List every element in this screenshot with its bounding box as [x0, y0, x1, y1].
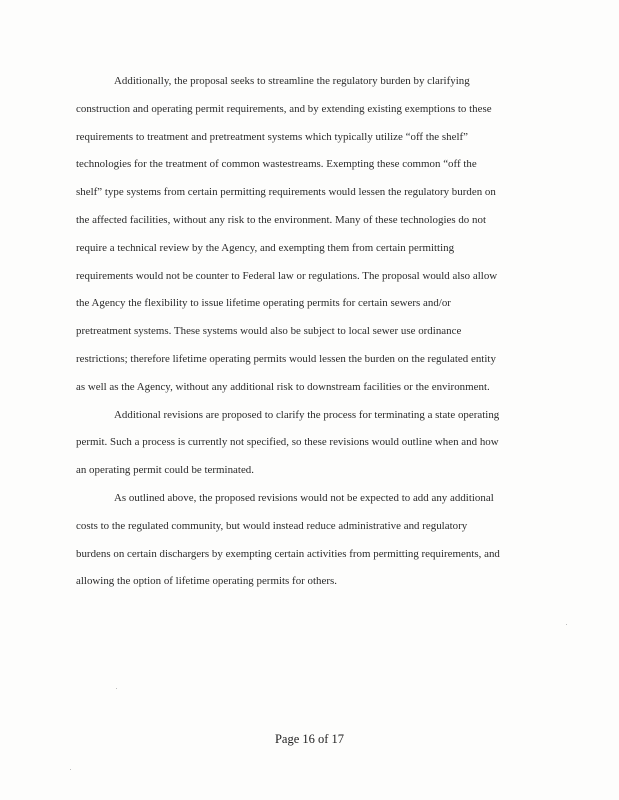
scan-speck	[70, 769, 71, 770]
paragraph-2-line: permit. Such a process is currently not specified, so these revisions would outline when and how	[76, 436, 499, 449]
page-number: Page 16 of 17	[274, 732, 345, 746]
paragraph-1-line: construction and operating permit requirements, and by extending existing exemptions to these	[76, 102, 492, 115]
paragraph-1-line: restrictions; therefore lifetime operating permits would lessen the burden on the regulated entity	[76, 352, 496, 365]
scan-speck	[566, 624, 567, 625]
scan-speck	[116, 688, 117, 689]
paragraph-1-line: the affected facilities, without any risk to the environment. Many of these technologies do not	[76, 213, 486, 226]
paragraph-3-line: burdens on certain dischargers by exempting certain activities from permitting requirements, and	[76, 547, 500, 560]
paragraph-1-line: technologies for the treatment of common wastestreams. Exempting these common “off the	[76, 158, 477, 171]
paragraph-1-line: require a technical review by the Agency, and exempting them from certain permitting	[76, 241, 455, 254]
paragraph-1-line: the Agency the flexibility to issue lifetime operating permits for certain sewers and/or	[76, 297, 451, 310]
paragraph-1-line: shelf” type systems from certain permitting requirements would lessen the regulatory burden on	[76, 186, 496, 199]
paragraph-1-line: requirements would not be counter to Federal law or regulations. The proposal would also allow	[76, 269, 498, 282]
paragraph-1-line: Additionally, the proposal seeks to streamline the regulatory burden by clarifying	[114, 75, 470, 87]
paragraph-2-line: Additional revisions are proposed to clarify the process for terminating a state operating	[114, 408, 500, 421]
body-text	[76, 68, 526, 596]
paragraph-3-line: costs to the regulated community, but would instead reduce administrative and regulatory	[76, 519, 468, 532]
paragraph-1-line: requirements to treatment and pretreatment systems which typically utilize “off the shelf”	[76, 130, 469, 143]
paragraph-1-line: as well as the Agency, without any additional risk to downstream facilities or the environment.	[76, 380, 490, 393]
paragraph-2-line: an operating permit could be terminated.	[76, 464, 255, 477]
paragraph-3-line: As outlined above, the proposed revisions would not be expected to add any additional	[114, 491, 494, 504]
paragraph-3-line: allowing the option of lifetime operating permits for others.	[76, 575, 338, 588]
paragraph-1-line: pretreatment systems. These systems would also be subject to local sewer use ordinance	[76, 325, 462, 338]
